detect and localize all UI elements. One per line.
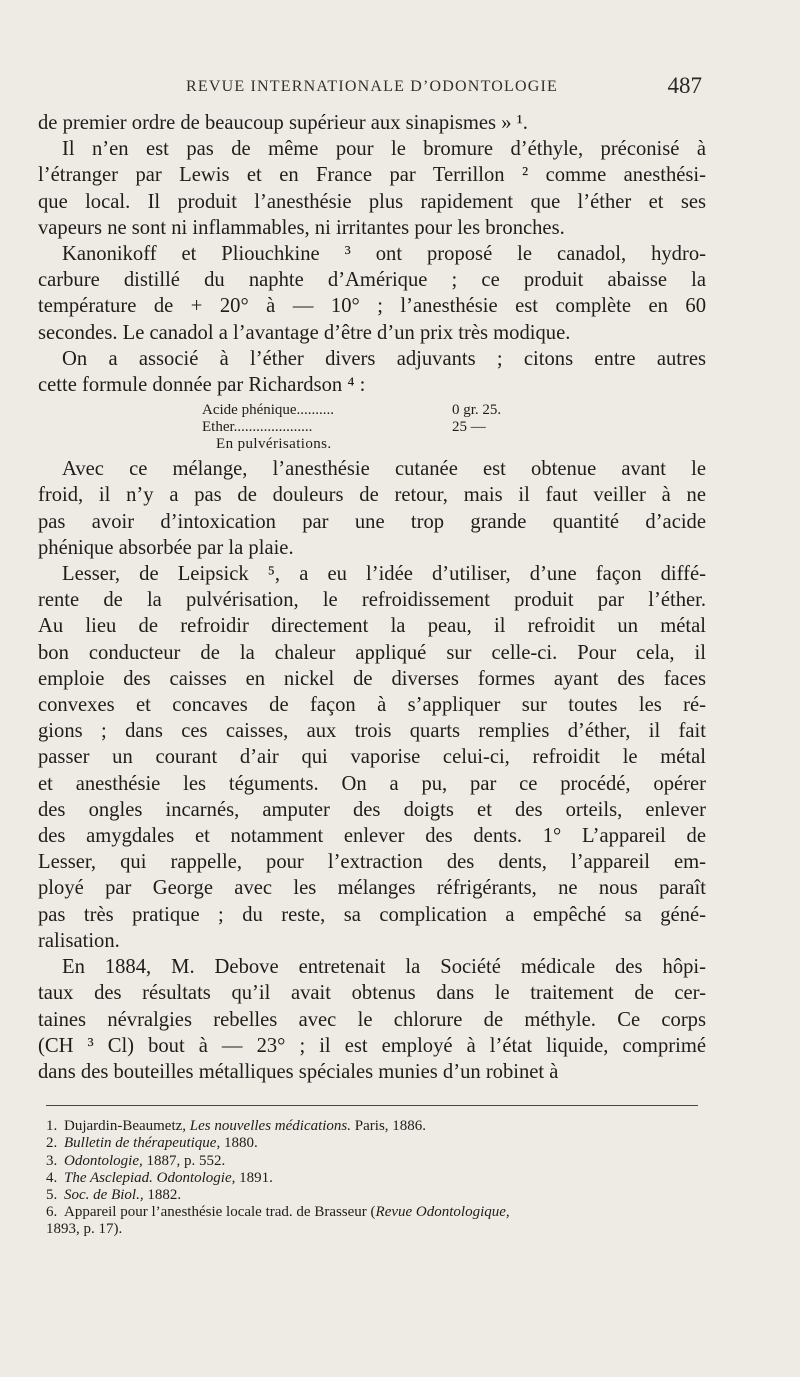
text-line: de premier ordre de beaucoup supérieur aux sinapismes » ¹.: [38, 112, 528, 134]
text-line: cette formule donnée par Richardson ⁴ :: [38, 374, 366, 397]
text-line: pas avoir d’intoxication par une trop grande quantité d’acide: [38, 510, 706, 533]
page-number: 487: [667, 73, 702, 98]
footnote-italic: Soc. de Biol.,: [64, 1186, 144, 1203]
text-line: Au lieu de refroidir directement la peau, il refroidit un métal: [38, 615, 706, 638]
footnote-italic: The Asclepiad. Odontologie,: [64, 1169, 236, 1186]
formula-ingredient: Ether.....................: [202, 419, 313, 436]
text-line: rente de la pulvérisation, le refroidissement produit par l’éther.: [38, 589, 706, 612]
text-line: Il n’en est pas de même pour le bromure d’éthyle, préconisé à: [62, 138, 706, 161]
text-line: bon conducteur de la chaleur appliqué sur celle-ci. Pour cela, il: [38, 641, 706, 664]
footnote-tail: 1891.: [235, 1169, 273, 1186]
document-page: [38, 70, 706, 1239]
text-line: Kanonikoff et Pliouchkine ³ ont proposé le canadol, hydro-: [62, 243, 706, 266]
footnote-plain: Appareil pour l’anesthésie locale trad. de Brasseur (: [64, 1204, 376, 1221]
footnote: [38, 1204, 706, 1221]
footnote-num: 3.: [46, 1152, 58, 1169]
text-line: gions ; dans ces caisses, aux trois quarts remplies d’éther, il fait: [38, 720, 706, 743]
footnote-tail: 1887, p. 552.: [142, 1152, 226, 1169]
text-line: que local. Il produit l’anesthésie plus rapidement que l’éther et ses: [38, 190, 706, 213]
text-line: Lesser, de Leipsick ⁵, a eu l’idée d’utiliser, d’une façon diffé-: [62, 563, 706, 586]
formula-ingredient: Acide phénique..........: [202, 402, 335, 419]
footnote-italic: Odontologie,: [64, 1152, 143, 1169]
running-title: REVUE INTERNATIONALE D’ODONTOLOGIE: [185, 78, 558, 95]
text-line: taux des résultats qu’il avait obtenus dans le traitement de cer-: [38, 982, 706, 1005]
text-line: et anesthésie les téguments. On a pu, par ce procédé, opérer: [38, 772, 706, 795]
footnote: [38, 1153, 706, 1170]
footnote-italic: Revue Odontologique,: [375, 1204, 510, 1221]
text-line: emploie des caisses en nickel de diverses formes ayant des faces: [38, 667, 706, 690]
footnote: [38, 1170, 706, 1187]
footnote-num: 6.: [46, 1204, 58, 1221]
text-line: des amygdales et notamment enlever des dents. 1° L’appareil de: [38, 825, 706, 848]
text-line: phénique absorbée par la plaie.: [38, 536, 294, 559]
paragraph-block-a: [38, 110, 706, 398]
footnote-continuation: 1893, p. 17).: [46, 1221, 123, 1238]
body-text: [38, 110, 706, 1085]
page-header: [38, 70, 706, 110]
text-line: Avec ce mélange, l’anesthésie cutanée est obtenue avant le: [62, 458, 706, 481]
text-line: froid, il n’y a pas de douleurs de retour, mais il faut veiller à ne: [38, 484, 706, 507]
text-line: vapeurs ne sont ni inflammables, ni irritantes pour les bronches.: [38, 216, 565, 239]
footnote-plain: Dujardin-Beaumetz,: [64, 1118, 190, 1135]
formula-row: [38, 419, 706, 436]
text-line: secondes. Le canadol a l’avantage d’être d’un prix très modique.: [38, 321, 571, 344]
formula-quantity: 25 —: [452, 419, 486, 436]
footnote-num: 4.: [46, 1169, 58, 1186]
formula-note: En pulvérisations.: [216, 436, 332, 453]
footnote-italic: Les nouvelles médications.: [189, 1118, 352, 1135]
text-line: ployé par George avec les mélanges réfrigérants, ne nous paraît: [38, 877, 706, 900]
footnote: [38, 1118, 706, 1135]
text-line: (CH ³ Cl) bout à — 23° ; il est employé à l’état liquide, comprimé: [38, 1034, 706, 1057]
footnote-divider: [46, 1105, 698, 1106]
text-line: des ongles incarnés, amputer des doigts et des orteils, enlever: [38, 798, 706, 821]
text-line: l’étranger par Lewis et en France par Terrillon ² comme anesthési-: [38, 164, 706, 187]
text-line: Lesser, qui rappelle, pour l’extraction des dents, l’appareil em-: [38, 851, 706, 874]
text-line: taines névralgies rebelles avec le chlorure de méthyle. Ce corps: [38, 1008, 706, 1031]
text-line: On a associé à l’éther divers adjuvants ; citons entre autres: [62, 347, 706, 370]
footnote-num: 5.: [46, 1186, 58, 1203]
text-line: En 1884, M. Debove entretenait la Société médicale des hôpi-: [62, 956, 706, 979]
text-line: carbure distillé du naphte d’Amérique ; ce produit abaisse la: [38, 269, 706, 292]
footnote-tail: Paris, 1886.: [351, 1118, 427, 1135]
footnote: [38, 1187, 706, 1204]
footnotes: [38, 1118, 706, 1221]
text-line: dans des bouteilles métalliques spéciales munies d’un robinet à: [38, 1060, 559, 1083]
paragraph-block-b: [38, 456, 706, 1085]
formula: [38, 402, 706, 453]
text-line: température de + 20° à — 10° ; l’anesthésie est complète en 60: [38, 295, 706, 318]
footnote: [38, 1135, 706, 1152]
formula-quantity: 0 gr. 25.: [452, 402, 502, 419]
footnote-num: 2.: [46, 1135, 58, 1152]
footnote-num: 1.: [46, 1118, 58, 1135]
footnote-italic: Bulletin de thérapeutique,: [64, 1135, 221, 1152]
footnote-tail: 1880.: [220, 1135, 258, 1152]
text-line: convexes et concaves de façon à s’appliquer sur toutes les ré-: [38, 694, 706, 717]
footnote-tail: 1882.: [143, 1186, 182, 1203]
formula-row: [38, 402, 706, 419]
text-line: ralisation.: [38, 929, 120, 952]
text-line: pas très pratique ; du reste, sa complication a empêché sa géné-: [38, 903, 706, 926]
text-line: passer un courant d’air qui vaporise celui-ci, refroidit le métal: [38, 746, 706, 769]
